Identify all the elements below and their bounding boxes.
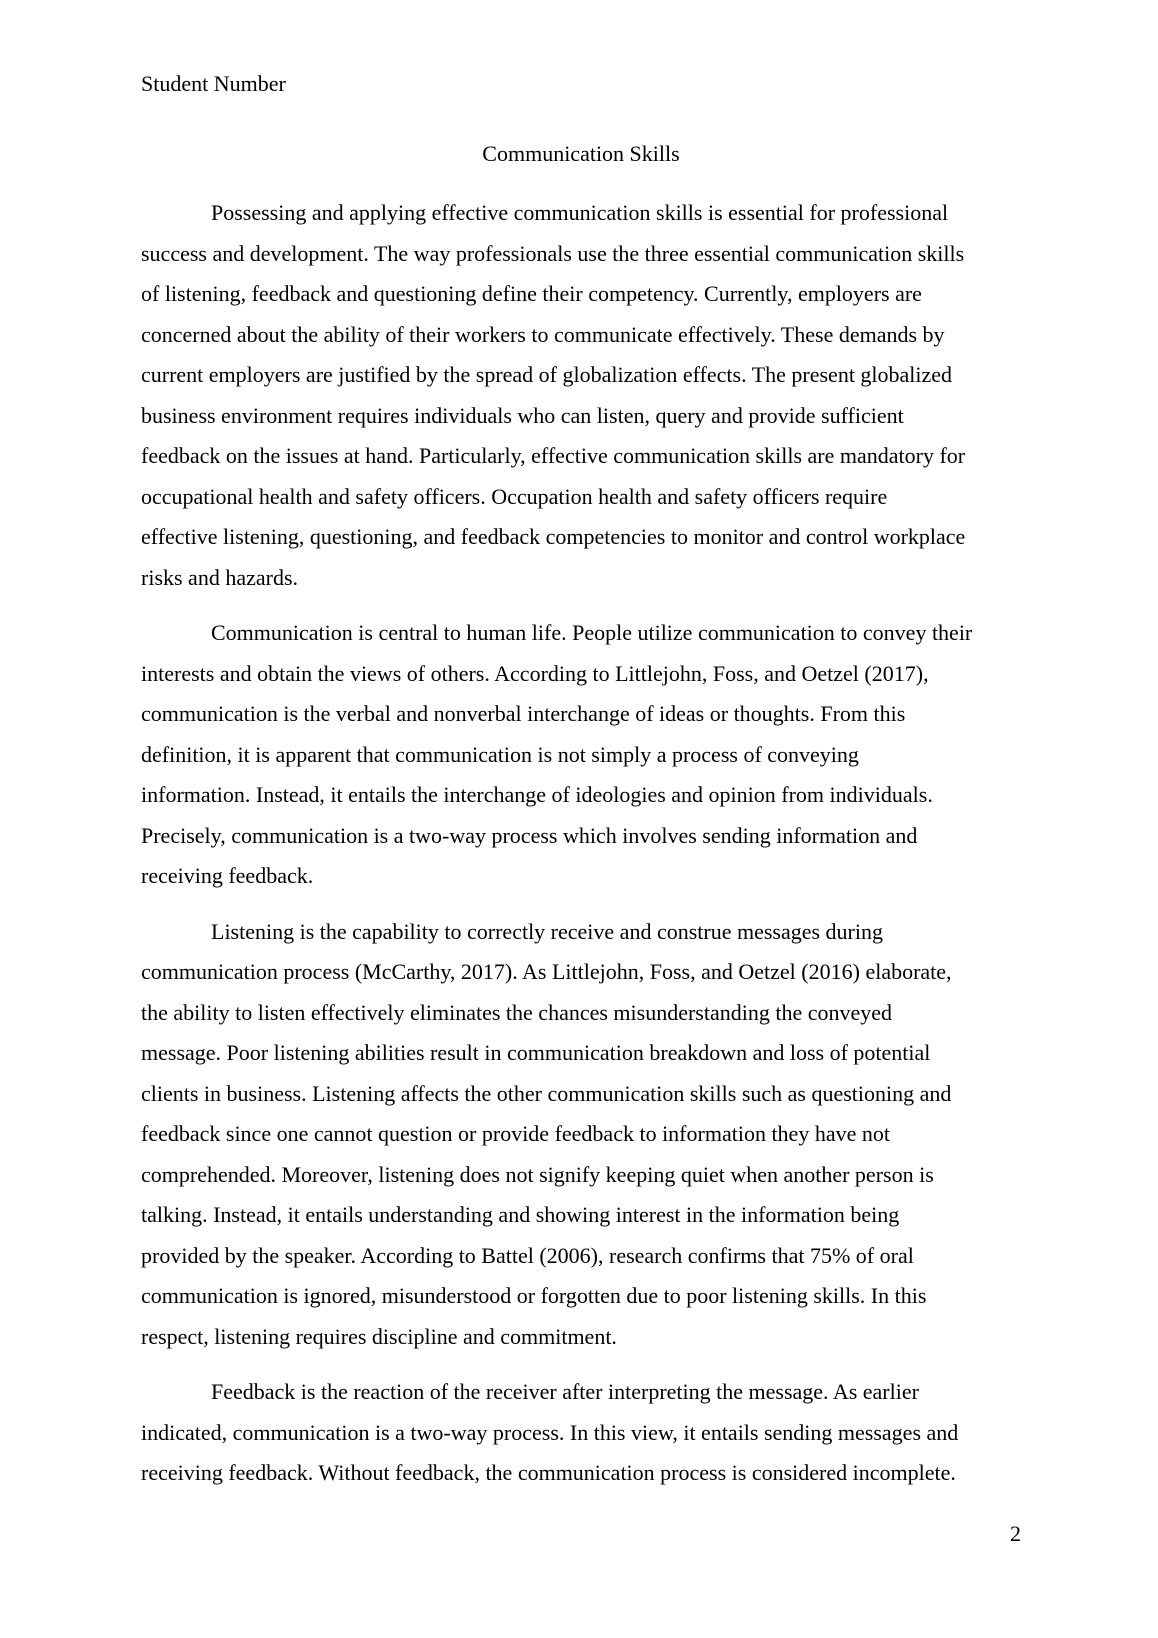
paragraph-line: indicated, communication is a two-way process. In this view, it entails sending messages and bbox=[141, 1419, 959, 1445]
paragraph-line: feedback on the issues at hand. Particularly, effective communication skills are mandatory for bbox=[141, 443, 966, 468]
paragraph-line: current employers are justified by the spread of globalization effects. The present globalized bbox=[141, 362, 953, 387]
paragraph-line: provided by the speaker. According to Battel (2006), research confirms that 75% of oral bbox=[141, 1242, 914, 1268]
paragraph-line: receiving feedback. bbox=[141, 863, 314, 888]
paragraph-line: effective listening, questioning, and feedback competencies to monitor and control workplace bbox=[141, 524, 966, 549]
body-text bbox=[141, 193, 1021, 1509]
paragraph-line: of listening, feedback and questioning define their competency. Currently, employers are bbox=[141, 281, 922, 306]
paragraph-line: Precisely, communication is a two-way process which involves sending information and bbox=[141, 822, 918, 848]
paragraph-line: concerned about the ability of their workers to communicate effectively. These demands by bbox=[141, 321, 945, 347]
paragraph-line: definition, it is apparent that communication is not simply a process of conveying bbox=[141, 741, 859, 767]
paragraph-feedback bbox=[141, 1372, 1021, 1494]
paragraph-line: Listening is the capability to correctly receive and construe messages during bbox=[211, 918, 883, 944]
paragraph-listening bbox=[141, 912, 1021, 1358]
paragraph-line: respect, listening requires discipline and commitment. bbox=[141, 1323, 617, 1349]
header-student-number: Student Number bbox=[141, 71, 286, 96]
paragraph-line: information. Instead, it entails the interchange of ideologies and opinion from individuals. bbox=[141, 782, 933, 807]
page-number: 2 bbox=[1010, 1521, 1021, 1546]
page-title: Communication Skills bbox=[482, 141, 680, 166]
paragraph-line: success and development. The way professionals use the three essential communication skills bbox=[141, 240, 965, 266]
paragraph-line: occupational health and safety officers. Occupation health and safety officers require bbox=[141, 483, 888, 509]
paragraph-line: receiving feedback. Without feedback, the communication process is considered incomplete. bbox=[141, 1460, 956, 1485]
paragraph-line: risks and hazards. bbox=[141, 564, 299, 590]
paragraph-introduction bbox=[141, 193, 1021, 598]
paragraph-line: Feedback is the reaction of the receiver after interpreting the message. As earlier bbox=[211, 1379, 919, 1404]
paragraph-line: interests and obtain the views of others. According to Littlejohn, Foss, and Oetzel (2017), bbox=[141, 660, 929, 686]
paragraph-line: feedback since one cannot question or provide feedback to information they have not bbox=[141, 1121, 890, 1146]
paragraph-line: Possessing and applying effective communication skills is essential for professional bbox=[211, 200, 949, 225]
paragraph-line: clients in business. Listening affects the other communication skills such as questioning and bbox=[141, 1080, 952, 1106]
paragraph-line: communication is ignored, misunderstood or forgotten due to poor listening skills. In this bbox=[141, 1283, 927, 1308]
paragraph-line: business environment requires individuals who can listen, query and provide sufficient bbox=[141, 402, 904, 428]
paragraph-line: communication process (McCarthy, 2017). As Littlejohn, Foss, and Oetzel (2016) elaborate, bbox=[141, 959, 952, 984]
paragraph-line: communication is the verbal and nonverbal interchange of ideas or thoughts. From this bbox=[141, 701, 906, 726]
paragraph-line: comprehended. Moreover, listening does not signify keeping quiet when another person is bbox=[141, 1161, 934, 1187]
paragraph-line: talking. Instead, it entails understanding and showing interest in the information being bbox=[141, 1202, 900, 1227]
paragraph-line: Communication is central to human life. People utilize communication to convey their bbox=[211, 620, 973, 645]
paragraph-communication bbox=[141, 613, 1021, 897]
paragraph-line: the ability to listen effectively eliminates the chances misunderstanding the conveyed bbox=[141, 999, 893, 1025]
paragraph-line: message. Poor listening abilities result in communication breakdown and loss of potential bbox=[141, 1040, 931, 1065]
